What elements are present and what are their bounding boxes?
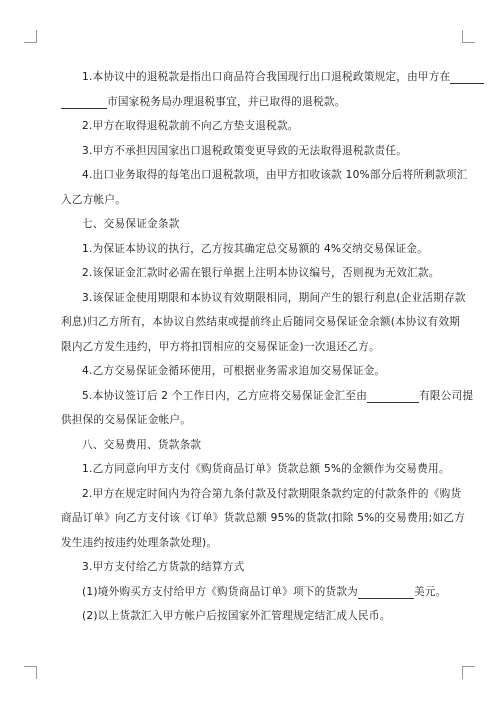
crop-mark-top-right [462,30,475,43]
text-segment: 3.该保证金使用期限和本协议有效期限相同，期间产生的银行利息(企业活期存款 [82,291,466,304]
fill-in-blank [367,388,419,403]
paragraph-line [61,65,451,90]
continuation-line [61,408,439,433]
text-segment: 发生违约按违约处理条款处理)。 [61,536,218,549]
text-segment: 美元。 [414,585,447,598]
continuation-line [61,90,439,115]
paragraph-line [61,384,474,409]
text-segment: (2)以上货款汇入甲方帐户后按国家外汇管理规定结汇成人民币。 [82,610,391,622]
document-body [61,65,474,629]
text-segment: 限内乙方发生违约，甲方将扣罚相应的交易保证金)一次退还乙方。 [61,340,380,353]
paragraph-line [61,114,439,139]
text-segment: 商品订单》向乙方支付该《订单》货款总额 95%的货款(扣除 5%的交易费用;如乙方 [61,512,466,524]
text-segment: 利息)归乙方所有，本协议自然结束或提前终止后随同交易保证金余额(本协议有效期 [61,316,461,328]
crop-mark-top-left [24,30,37,43]
text-segment: 5.本协议签订后 2 个工作日内，乙方应将交易保证金汇至由 [82,389,368,402]
paragraph-line [61,237,439,262]
paragraph-line [61,482,462,507]
text-segment: 1.本协议中的退税款是指出口商品符合我国现行出口退税政策规定，由甲方在 [82,71,451,83]
continuation-line [61,506,466,531]
text-segment: (1)境外购买方支付给甲方《购货商品订单》项下的货款为 [82,585,359,598]
fill-in-blank [61,94,107,109]
paragraph-line [61,433,439,458]
text-segment: 1.为保证本协议的执行，乙方按其确定总交易额的 4%交纳交易保证金。 [82,242,428,255]
continuation-line [61,335,439,360]
text-segment: 3.甲方不承担因国家出口退税政策变更导致的无法取得退税款责任。 [82,144,408,157]
text-segment: 1.乙方同意向甲方支付《购货商品订单》货款总额 5%的金额作为交易费用。 [82,463,450,475]
fill-in-blank [358,584,414,599]
text-segment: 2.甲方在取得退税款前不向乙方垫支退税款。 [82,120,299,132]
paragraph-line [61,139,439,164]
text-segment: 市国家税务局办理退税事宜，并已取得的退税款。 [107,95,346,108]
paragraph-line [61,555,439,580]
paragraph-line [61,163,468,188]
continuation-line [61,310,461,335]
paragraph-line [61,604,439,629]
text-segment: 供担保的交易保证金帐户。 [61,414,192,426]
paragraph-line [61,212,439,237]
text-segment: 有限公司提 [419,389,474,402]
paragraph-line [61,580,447,605]
crop-mark-bottom-left [24,666,37,679]
continuation-line [61,188,439,213]
crop-mark-bottom-right [462,666,475,679]
text-segment: 入乙方帐户。 [61,193,127,206]
paragraph-line [61,457,450,482]
text-segment: 4.出口业务取得的每笔出口退税款项，由甲方扣收该款 10%部分后将所剩款项汇 [82,169,468,181]
text-segment: 3.甲方支付给乙方货款的结算方式 [82,561,245,573]
paragraph-line [61,286,466,311]
text-segment: 2.该保证金汇款时必需在银行单据上注明本协议编号，否则视为无效汇款。 [82,267,440,279]
text-segment: 4.乙方交易保证金循环使用，可根据业务需求追加交易保证金。 [82,365,386,377]
continuation-line [61,531,439,556]
text-segment: 八、交易费用、货款条款 [82,438,202,451]
text-segment: 2.甲方在规定时间内为符合第九条付款及付款期限条款约定的付款条件的《购货 [82,487,462,500]
text-segment: 七、交易保证金条款 [82,218,180,230]
paragraph-line [61,261,439,286]
paragraph-line [61,359,439,384]
fill-in-blank [470,69,484,84]
fill-in-blank [450,69,470,84]
